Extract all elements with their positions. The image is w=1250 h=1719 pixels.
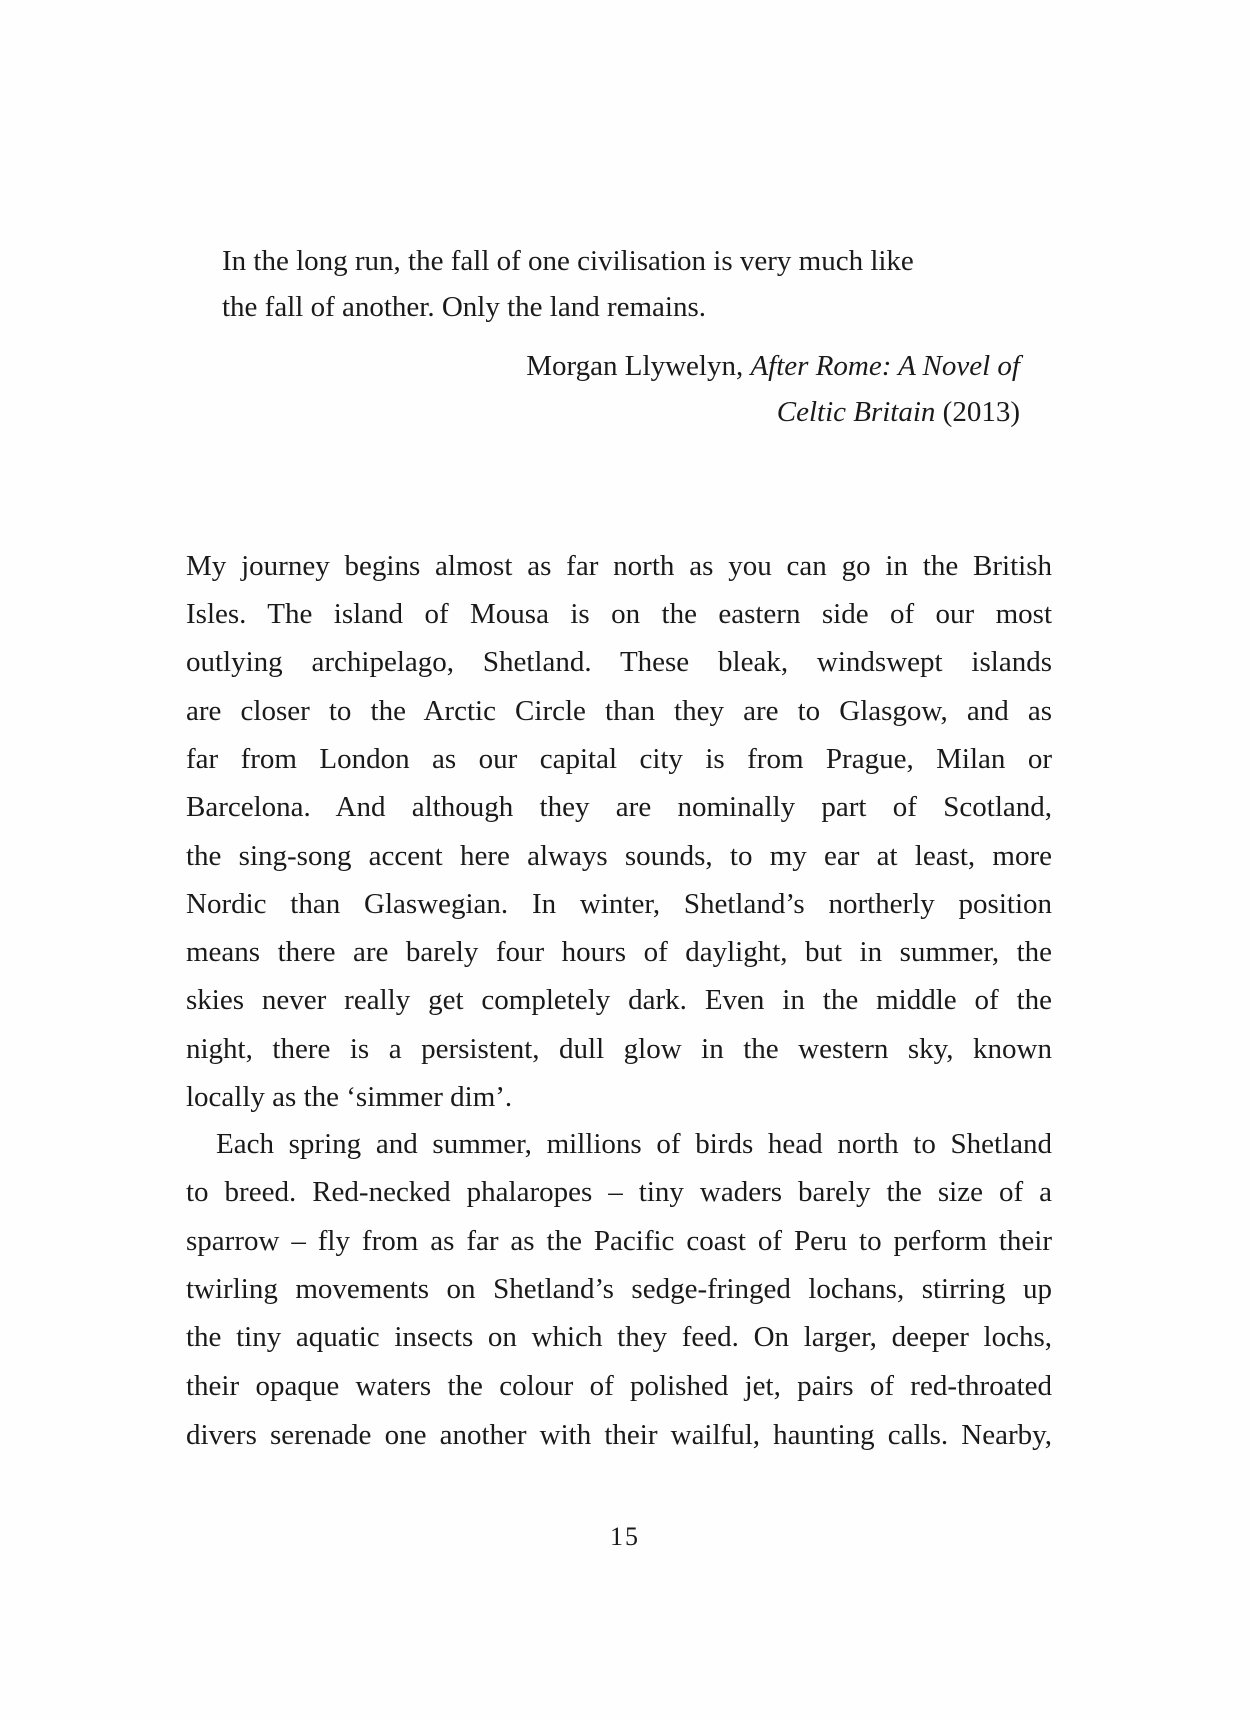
body-line: to breed. Red-necked phalaropes – tiny waders barely the size of a <box>186 1176 1052 1208</box>
body-line: twirling movements on Shetland’s sedge-fringed lochans, stirring up <box>186 1273 1052 1305</box>
epigraph-attribution-line <box>526 349 1020 383</box>
epigraph-line: In the long run, the fall of one civilisation is very much like <box>222 245 914 277</box>
body-line: skies never really get completely dark. Even in the middle of the <box>186 984 1052 1016</box>
body-line: sparrow – fly from as far as the Pacific coast of Peru to perform their <box>186 1225 1052 1257</box>
body-line: their opaque waters the colour of polished jet, pairs of red-throated <box>186 1370 1052 1402</box>
body-line: Each spring and summer, millions of birds head north to Shetland <box>216 1128 1052 1160</box>
body-line: locally as the ‘simmer dim’. <box>186 1081 513 1113</box>
body-line: divers serenade one another with their wailful, haunting calls. Nearby, <box>186 1419 1052 1451</box>
body-line: are closer to the Arctic Circle than they are to Glasgow, and as <box>186 695 1052 727</box>
page-number: 15 <box>610 1522 640 1551</box>
epigraph-attribution-line <box>777 395 1020 429</box>
body-line: the sing-song accent here always sounds, to my ear at least, more <box>186 840 1052 872</box>
attribution-year: (2013) <box>935 396 1020 428</box>
body-line: outlying archipelago, Shetland. These bleak, windswept islands <box>186 646 1052 678</box>
body-line: Isles. The island of Mousa is on the eastern side of our most <box>186 598 1052 630</box>
attribution-title: Celtic Britain <box>776 396 936 428</box>
body-line: My journey begins almost as far north as you can go in the British <box>186 550 1052 582</box>
epigraph-line: the fall of another. Only the land remains. <box>222 291 706 323</box>
attribution-title: After Rome: A Novel of <box>750 350 1020 382</box>
body-line: the tiny aquatic insects on which they feed. On larger, deeper lochs, <box>186 1321 1052 1353</box>
attribution-author: Morgan Llywelyn, <box>526 350 751 382</box>
body-line: Nordic than Glaswegian. In winter, Shetland’s northerly position <box>186 888 1052 920</box>
body-line: Barcelona. And although they are nominally part of Scotland, <box>186 791 1052 823</box>
body-line: night, there is a persistent, dull glow in the western sky, known <box>186 1033 1052 1065</box>
body-line: far from London as our capital city is from Prague, Milan or <box>186 743 1052 775</box>
body-line: means there are barely four hours of daylight, but in summer, the <box>186 936 1052 968</box>
